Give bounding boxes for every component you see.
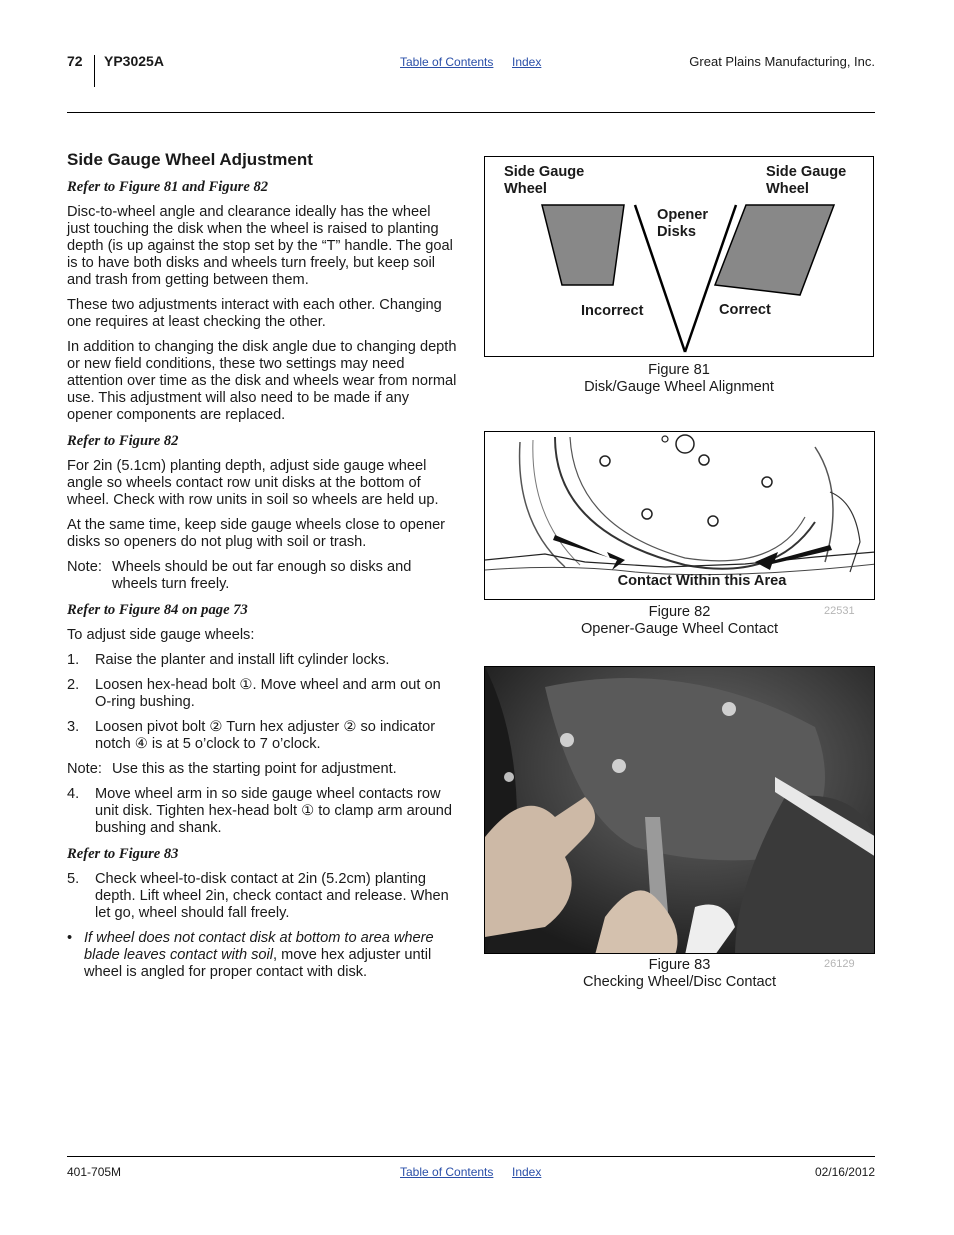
- note-text: Use this as the starting point for adjustment.: [112, 761, 397, 777]
- step-item: [67, 786, 457, 837]
- step-item: [67, 677, 457, 711]
- left-gauge-wheel-shape: [542, 205, 624, 285]
- arrow-right-icon: [755, 545, 832, 570]
- figure-82-frame: [484, 431, 875, 600]
- figure-81-frame: [484, 156, 874, 357]
- bullet-item: [67, 930, 457, 981]
- label-side-gauge-left: Side Gauge Wheel: [504, 164, 585, 197]
- section-title: Side Gauge Wheel Adjustment: [67, 150, 313, 169]
- caption-title: Disk/Gauge Wheel Alignment: [584, 379, 774, 395]
- step-number: 5.: [67, 871, 80, 887]
- note: [67, 761, 457, 778]
- figure-83-id: 26129: [824, 958, 855, 970]
- figure-83-photo-drawing: [485, 667, 875, 954]
- paragraph: For 2in (5.1cm) planting depth, adjust side gauge wheel angle so wheels contact row unit disks at the bottom of wheel. Check with row units in soil so wheels are held up.: [67, 458, 439, 508]
- step-text: Raise the planter and install lift cylinder locks.: [95, 652, 390, 668]
- paragraph: Disc-to-wheel angle and clearance ideally has the wheel just touching the disk when the wheel is raised to planting depth (is up against the stop set by the “T” handle. The goal is to have both disks and wheels turn freely, but keep soil and trash from getting between them.: [67, 204, 453, 288]
- label-contact-area: Contact Within this Area: [617, 573, 787, 589]
- bullet-italic-text: If wheel does not contact disk at bottom to area where blade leaves contact with soil: [84, 930, 434, 963]
- page-number: 72: [67, 53, 83, 69]
- note-label: Note:: [67, 559, 102, 575]
- header-rule: [67, 112, 875, 113]
- left-column: [67, 178, 457, 989]
- step-item: [67, 871, 457, 922]
- label-incorrect: Incorrect: [581, 303, 644, 319]
- header-toc-link[interactable]: Table of Contents: [400, 55, 494, 69]
- company-name: Great Plains Manufacturing, Inc.: [689, 54, 875, 69]
- paragraph: In addition to changing the disk angle due to changing depth or new field conditions, these two settings may need attention over time as the disk and wheels wear from normal use. This adjustment will also need to be made if any opener components are replaced.: [67, 339, 457, 423]
- bullet-text: , move hex adjuster until wheel is angled for proper contact with disk.: [84, 947, 432, 980]
- caption-number: Figure 81: [648, 362, 710, 378]
- step-number: 3.: [67, 719, 80, 735]
- step-number: 2.: [67, 677, 80, 693]
- figure-82-id: 22531: [824, 605, 855, 617]
- header-index-link[interactable]: Index: [512, 55, 542, 69]
- footer-rule: [67, 1156, 875, 1157]
- note-text: Wheels should be out far enough so disks and wheels turn freely.: [112, 559, 412, 592]
- step-item: [67, 652, 457, 669]
- step-number: 1.: [67, 652, 80, 668]
- header-divider-vertical: [94, 55, 95, 87]
- ref-figure-82: Refer to Figure 82: [67, 433, 179, 449]
- paragraph: At the same time, keep side gauge wheels close to opener disks so openers do not plug with soil or trash.: [67, 517, 446, 550]
- doc-code: YP3025A: [104, 53, 164, 69]
- caption-title: Opener-Gauge Wheel Contact: [580, 621, 779, 637]
- note: [67, 559, 457, 593]
- figure-83-photo: [484, 666, 875, 954]
- caption-title: Checking Wheel/Disc Contact: [582, 974, 777, 990]
- ref-figure-81-82: Refer to Figure 81 and Figure 82: [67, 179, 269, 195]
- footer-date: 02/16/2012: [814, 1165, 875, 1179]
- paragraph: These two adjustments interact with each other. Changing one requires at least checking the other.: [67, 297, 442, 330]
- step-text: Move wheel arm in so side gauge wheel contacts row unit disk. Tighten hex-head bolt ① to clamp arm around bushing and shank.: [95, 786, 453, 836]
- figure-83-caption: [484, 957, 875, 991]
- caption-number: Figure 83: [648, 957, 711, 973]
- step-number: 4.: [67, 786, 80, 802]
- bullet-dot: •: [67, 930, 73, 946]
- arrow-left-icon: [553, 535, 625, 570]
- step-text: Loosen hex-head bolt ①. Move wheel and arm out on O-ring bushing.: [95, 677, 441, 710]
- footer-doc-number: 401-705M: [67, 1165, 122, 1179]
- label-correct: Correct: [719, 302, 771, 318]
- footer-toc-link[interactable]: Table of Contents: [400, 1165, 494, 1179]
- steps-intro: To adjust side gauge wheels:: [67, 627, 255, 643]
- caption-number: Figure 82: [648, 604, 711, 620]
- right-gauge-wheel-shape: [715, 205, 834, 295]
- footer-index-link[interactable]: Index: [512, 1165, 542, 1179]
- label-side-gauge-right: Side Gauge Wheel: [766, 164, 847, 197]
- figure-81-caption: [484, 362, 874, 396]
- step-text: Loosen pivot bolt ② Turn hex adjuster ② so indicator notch ④ is at 5 o’clock to 7 o’clock.: [95, 719, 436, 752]
- step-item: [67, 719, 457, 753]
- step-text: Check wheel-to-disk contact at 2in (5.2cm) planting depth. Lift wheel 2in, check contact and release. When let go, wheel should fall freely.: [95, 871, 449, 921]
- label-opener-disks: Opener Disks: [657, 207, 709, 240]
- ref-figure-84: Refer to Figure 84 on page 73: [67, 602, 248, 618]
- ref-figure-83: Refer to Figure 83: [67, 846, 179, 862]
- figure-82-caption: [484, 604, 875, 638]
- note-label: Note:: [67, 761, 102, 777]
